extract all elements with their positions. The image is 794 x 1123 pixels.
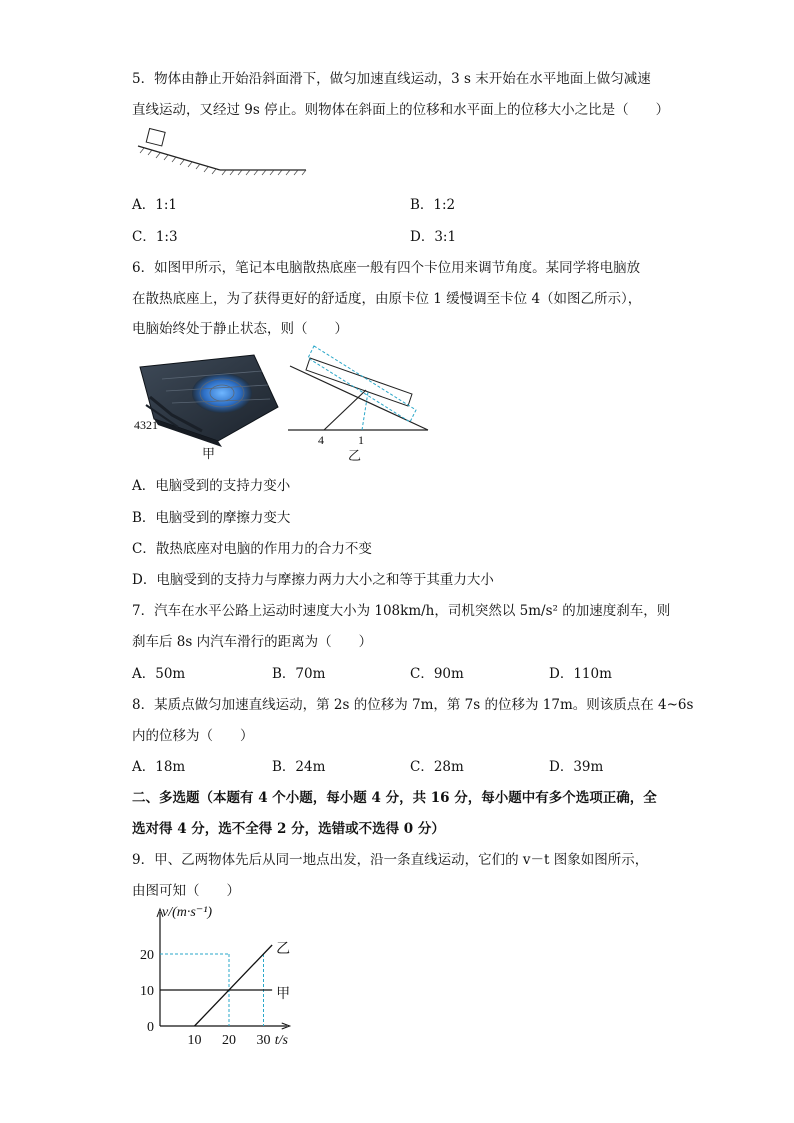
q9-line1: 9．甲、乙两物体先后从同一地点出发，沿一条直线运动，它们的 v－t 图象如图所示， (132, 852, 649, 868)
label-4: 4 (318, 433, 324, 447)
q5-line2: 直线运动，又经过 9s 停止。则物体在斜面上的位移和水平面上的位移大小之比是（ ） (132, 102, 670, 118)
vt-chart (126, 902, 326, 1052)
q5-option-d: D．3:1 (410, 229, 457, 245)
incline-surface (138, 146, 220, 170)
q7-option-a: A．50m (132, 666, 186, 682)
q6-line3: 电脑始终处于静止状态，则（ ） (132, 321, 348, 337)
q8-option-a: A．18m (132, 759, 186, 775)
q6-option-d: D．电脑受到的支持力与摩擦力两力大小之和等于其重力大小 (132, 572, 494, 588)
x-tick-label: 30 (256, 1033, 271, 1048)
block (146, 128, 165, 145)
x-tick-label: 20 (222, 1033, 236, 1048)
y-tick-label: 0 (147, 1020, 154, 1035)
y-tick-label: 20 (140, 948, 154, 963)
q6-option-b: B．电脑受到的摩擦力变大 (132, 510, 291, 526)
fig-yi-caption: 乙 (348, 448, 362, 463)
laptop-outline (306, 358, 412, 406)
section2-heading-line2: 选对得 4 分，选不全得 2 分，选错或不选得 0 分） (132, 821, 445, 837)
laptop-stand-figure (132, 345, 282, 463)
section2-heading-line1: 二、多选题（本题有 4 个小题，每小题 4 分，共 16 分，每小题中有多个选项正确，全 (132, 790, 657, 806)
q8-option-c: C．28m (410, 759, 464, 775)
support-4 (324, 390, 366, 430)
notch-labels: 4321 (134, 418, 158, 432)
q8-option-d: D．39m (549, 759, 604, 775)
x-tick-label: 10 (187, 1033, 202, 1048)
q7-line1: 7．汽车在水平公路上运动时速度大小为 108km/h，司机突然以 5m/s² 的加速度刹车，则 (132, 603, 671, 619)
y-tick-label: 10 (140, 984, 154, 999)
fig-jia-caption: 甲 (202, 446, 216, 461)
stand-diagram-figure (284, 340, 434, 465)
q8-line1: 8．某质点做匀加速直线运动，第 2s 的位移为 7m，第 7s 的位移为 17m。则该质点在 4~6s (132, 697, 694, 713)
q6-line1: 6．如图甲所示，笔记本电脑散热底座一般有四个卡位用来调节角度。某同学将电脑放 (132, 260, 641, 276)
series-label-1: 乙 (276, 942, 291, 957)
q8-line2: 内的位移为（ ） (132, 728, 254, 744)
label-1: 1 (358, 433, 364, 447)
q5-incline-figure (134, 124, 314, 182)
q5-option-c: C．1:3 (132, 229, 178, 245)
q8-option-b: B．24m (272, 759, 326, 775)
q6-option-c: C．散热底座对电脑的作用力的合力不变 (132, 541, 372, 557)
q5-line1: 5．物体由静止开始沿斜面滑下，做匀加速直线运动，3 s 末开始在水平地面上做匀减速 (132, 71, 651, 87)
x-axis-label: t/s (274, 1033, 288, 1048)
q7-option-b: B．70m (272, 666, 326, 682)
q5-option-a: A．1:1 (132, 197, 177, 213)
q7-option-d: D．110m (549, 666, 612, 682)
ground-hatching (140, 148, 306, 175)
support-1-dashed (362, 392, 368, 430)
q9-line2: 由图可知（ ） (132, 883, 240, 899)
q7-line2: 刹车后 8s 内汽车滑行的距离为（ ） (132, 634, 373, 650)
y-axis-label: v/(m·s⁻¹) (162, 905, 213, 920)
laptop-dashed-outline (308, 346, 416, 422)
q5-option-b: B．1:2 (410, 197, 456, 213)
q7-option-c: C．90m (410, 666, 464, 682)
series-label-0: 甲 (276, 987, 291, 1002)
series-line-1 (195, 945, 273, 1026)
q6-option-a: A．电脑受到的支持力变小 (132, 478, 291, 494)
q6-line2: 在散热底座上，为了获得更好的舒适度，由原卡位 1 缓慢调至卡位 4（如图乙所示）， (132, 291, 642, 307)
